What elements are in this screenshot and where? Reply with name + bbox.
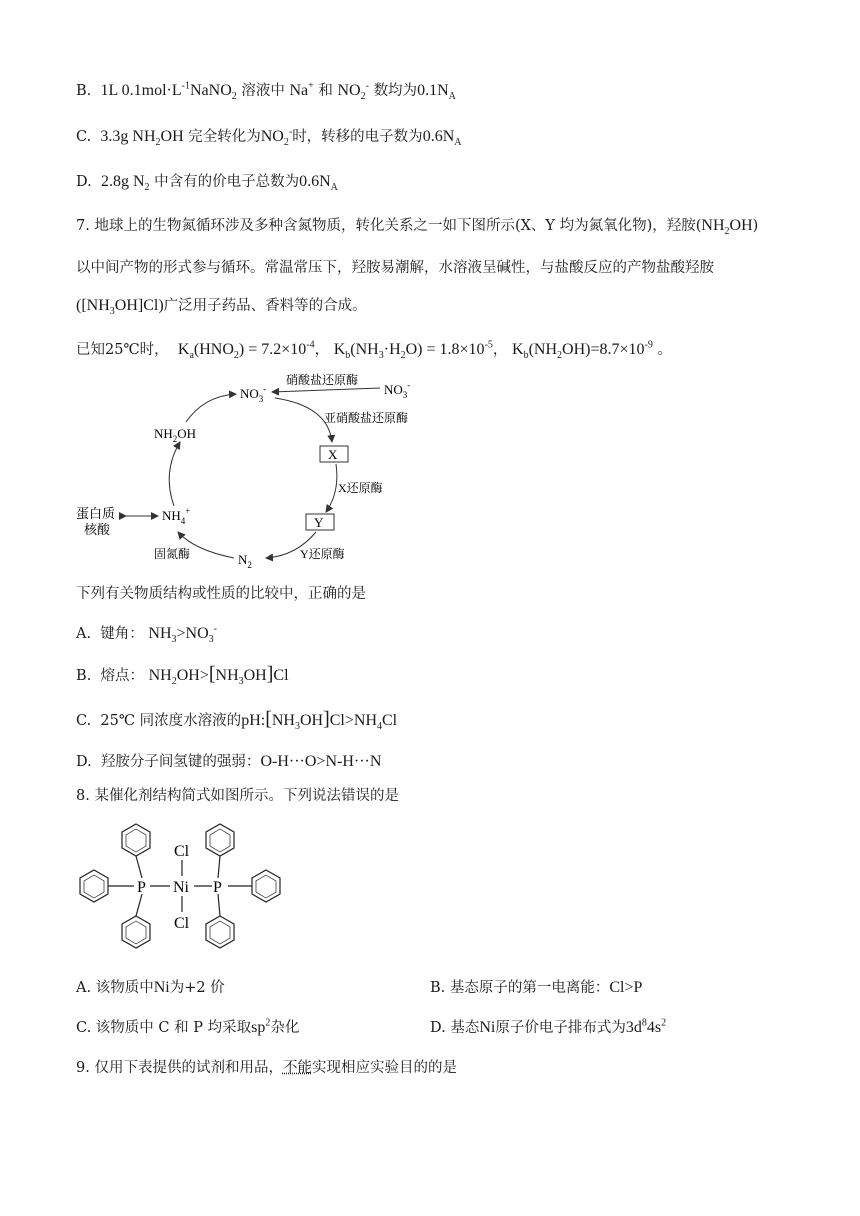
arrow-nh2oh-to-no3 <box>186 394 236 422</box>
node-no3-right: $NO_3^-$ <box>384 380 411 400</box>
label-x-reductase: X还原酶 <box>338 481 383 495</box>
atom-p-right: P <box>213 879 222 896</box>
q7-option-b: B. 熔点： $NH_2OH>[NH_3OH]Cl$ <box>76 663 289 688</box>
label-protein: 蛋白质 <box>76 506 116 521</box>
node-y: Y <box>314 515 324 530</box>
q9-stem: 9. 仅用下表提供的试剂和用品，不能实现相应实验目的的是 <box>76 1060 457 1076</box>
q8-stem: 8. 某催化剂结构简式如图所示。下列说法错误的是 <box>76 788 399 804</box>
q6-option-d: D. 2.8g $N_2$ 中含有的价电子总数为$0.6N_A$ <box>76 173 338 194</box>
node-n2: $N_2$ <box>238 552 252 570</box>
phenyl-ring-inner <box>210 921 230 944</box>
label-nitrite-reductase: 亚硝酸盐还原酶 <box>324 411 409 425</box>
q8-option-b: B. 基态原子的第一电离能：Cl>P <box>430 979 643 996</box>
atom-cl-top: Cl <box>174 843 190 860</box>
atom-p-left: P <box>137 879 146 896</box>
q8-option-c: C. 该物质中 C 和 P 均采取$sp^2$杂化 <box>76 1017 300 1036</box>
arrow-nh4-to-nh2oh <box>169 442 180 506</box>
atom-ni: Ni <box>173 879 189 896</box>
catalyst-structure <box>70 818 300 958</box>
q8-option-d: D. 基态Ni原子价电子排布式为$3d^84s^2$ <box>430 1017 667 1036</box>
q8-option-a: A. 该物质中Ni为+2 价 <box>76 979 225 996</box>
q7-option-d: D. 羟胺分子间氢键的强弱：O-H···O>N-H···N <box>76 753 382 770</box>
q7-known-constants: 已知25℃时， $K_a(HNO_2) = 7.2\times 10^{-4}$， $K_b(NH_3\cdot H_2O) = 1.8\times 10^{-5}$， $K_b(NH_2OH)=8.7\times 10^{-9}$ 。 <box>76 339 672 362</box>
q7-stem-line3: $([NH_3OH]Cl)$广泛用子药品、香料等的合成。 <box>76 297 367 318</box>
q6-option-b: B. 1L $0.1mol\cdot L^{-1}NaNO_2$ 溶液中 Na+ 和 $NO_2^-$ 数均为$0.1N_A$ <box>76 80 456 103</box>
label-y-reductase: Y还原酶 <box>300 547 345 561</box>
phenyl-ring-inner <box>126 921 146 944</box>
label-nucleic-acid: 核酸 <box>84 522 111 537</box>
node-x: X <box>328 447 338 462</box>
phenyl-ring-inner <box>126 829 146 852</box>
phenyl-ring-inner <box>84 875 104 898</box>
phenyl-ring-inner <box>256 875 276 898</box>
phenyl-ring-inner <box>210 829 230 852</box>
atom-cl-bottom: Cl <box>174 915 190 932</box>
nitrogen-cycle-diagram <box>70 372 470 572</box>
arrow-nitrate-reductase <box>272 388 380 392</box>
label-nitrate-reductase: 硝酸盐还原酶 <box>286 373 359 387</box>
node-nh4: $NH_4^+$ <box>162 506 191 526</box>
arrow-x-to-y <box>326 464 337 512</box>
arrow-to-x <box>275 398 332 442</box>
node-no3-top: $NO_3^-$ <box>240 384 267 404</box>
q7-stem-line1: 7. 地球上的生物氮循环涉及多种含氮物质，转化关系之一如下图所示(X、Y 均为氮氧化物)，羟胺$(NH_2OH)$ <box>76 217 759 238</box>
q7-option-c: C. 25℃ 同浓度水溶液的$pH:[NH_3OH]Cl>NH_4Cl$ <box>76 708 398 733</box>
q7-question: 下列有关物质结构或性质的比较中，正确的是 <box>76 586 366 602</box>
label-nitrogenase: 固氮酶 <box>154 547 191 561</box>
q7-option-a: A. 键角： $NH_3>NO_3^-$ <box>76 623 218 646</box>
node-nh2oh: $NH_2OH$ <box>154 426 197 444</box>
q6-option-c: C. 3.3g $NH_2OH$ 完全转化为$NO_2^-$时，转移的电子数为$0.6N_A$ <box>76 126 462 149</box>
q7-stem-line2: 以中间产物的形式参与循环。常温常压下，羟胺易潮解，水溶液呈碱性，与盐酸反应的产物盐酸羟胺 <box>76 260 714 276</box>
